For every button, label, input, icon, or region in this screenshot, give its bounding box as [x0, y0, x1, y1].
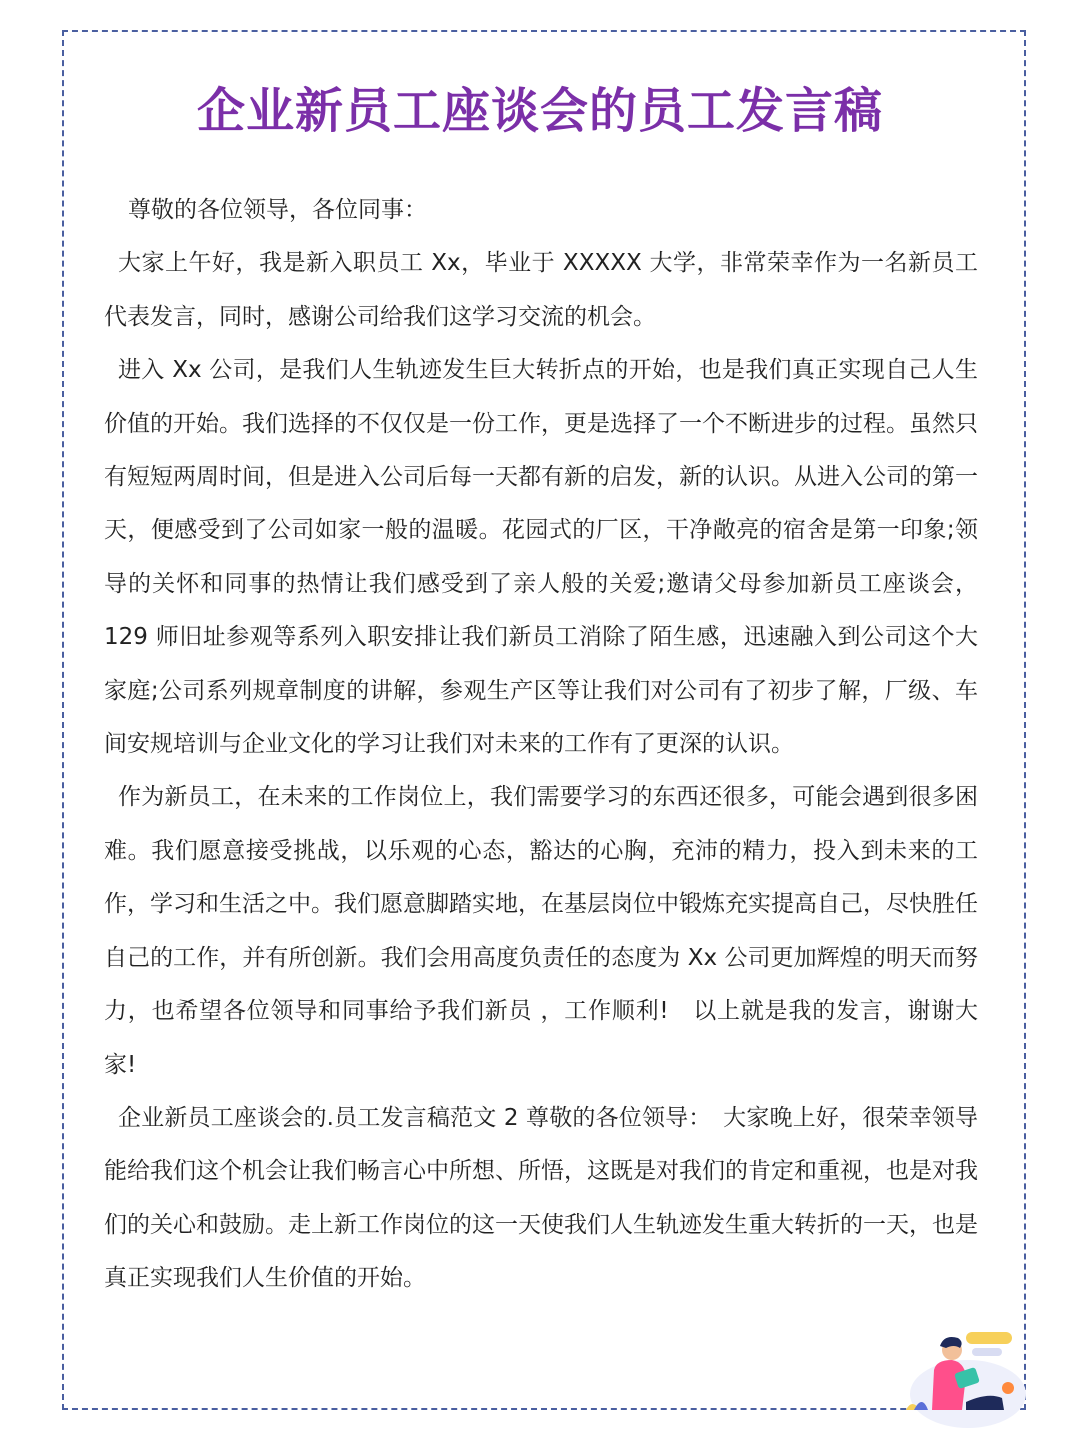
person-reading-phone-illustration-icon	[896, 1306, 1026, 1430]
paragraph-1: 大家上午好，我是新入职员工 Xx，毕业于 XXXXX 大学，非常荣幸作为一名新员工代表发言，同时，感谢公司给我们这学习交流的机会。	[104, 250, 978, 330]
salutation: 尊敬的各位领导，各位同事：	[128, 197, 427, 223]
paragraph-3: 作为新员工，在未来的工作岗位上，我们需要学习的东西还很多，可能会遇到很多困难。我们愿意接受挑战，以乐观的心态，豁达的心胸，充沛的精力，投入到未来的工作，学习和生活之中。我们愿意脚踏实地，在基层岗位中锻炼充实提高自己，尽快胜任自己的工作，并有所创新。我们会用高度负责任的态度为 Xx 公司更加辉煌的明天而努力，也希望各位领导和同事给予我们新员 ，工作顺利! 以上就是我的发言，谢谢大家!	[104, 784, 978, 1078]
paragraph-2: 进入 Xx 公司，是我们人生轨迹发生巨大转折点的开始，也是我们真正实现自己人生价值的开始。我们选择的不仅仅是一份工作，更是选择了一个不断进步的过程。虽然只有短短两周时间，但是进入公司后每一天都有新的启发，新的认识。从进入公司的第一天，便感受到了公司如家一般的温暖。花园式的厂区，干净敞亮的宿舍是第一印象;领导的关怀和同事的热情让我们感受到了亲人般的关爱;邀请父母参加新员工座谈会，129 师旧址参观等系列入职安排让我们新员工消除了陌生感，迅速融入到公司这个大家庭;公司系列规章制度的讲解，参观生产区等让我们对公司有了初步了解，厂级、车间安规培训与企业文化的学习让我们对未来的工作有了更深的认识。	[104, 357, 978, 758]
document-body	[104, 184, 978, 1306]
document-title: 企业新员工座谈会的员工发言稿	[196, 83, 883, 139]
paragraph-4: 企业新员工座谈会的.员工发言稿范文 2 尊敬的各位领导： 大家晚上好，很荣幸领导能给我们这个机会让我们畅言心中所想、所悟，这既是对我们的肯定和重视，也是对我们的关心和鼓励。走上新工作岗位的这一天使我们人生轨迹发生重大转折的一天，也是真正实现我们人生价值的开始。	[104, 1104, 978, 1292]
